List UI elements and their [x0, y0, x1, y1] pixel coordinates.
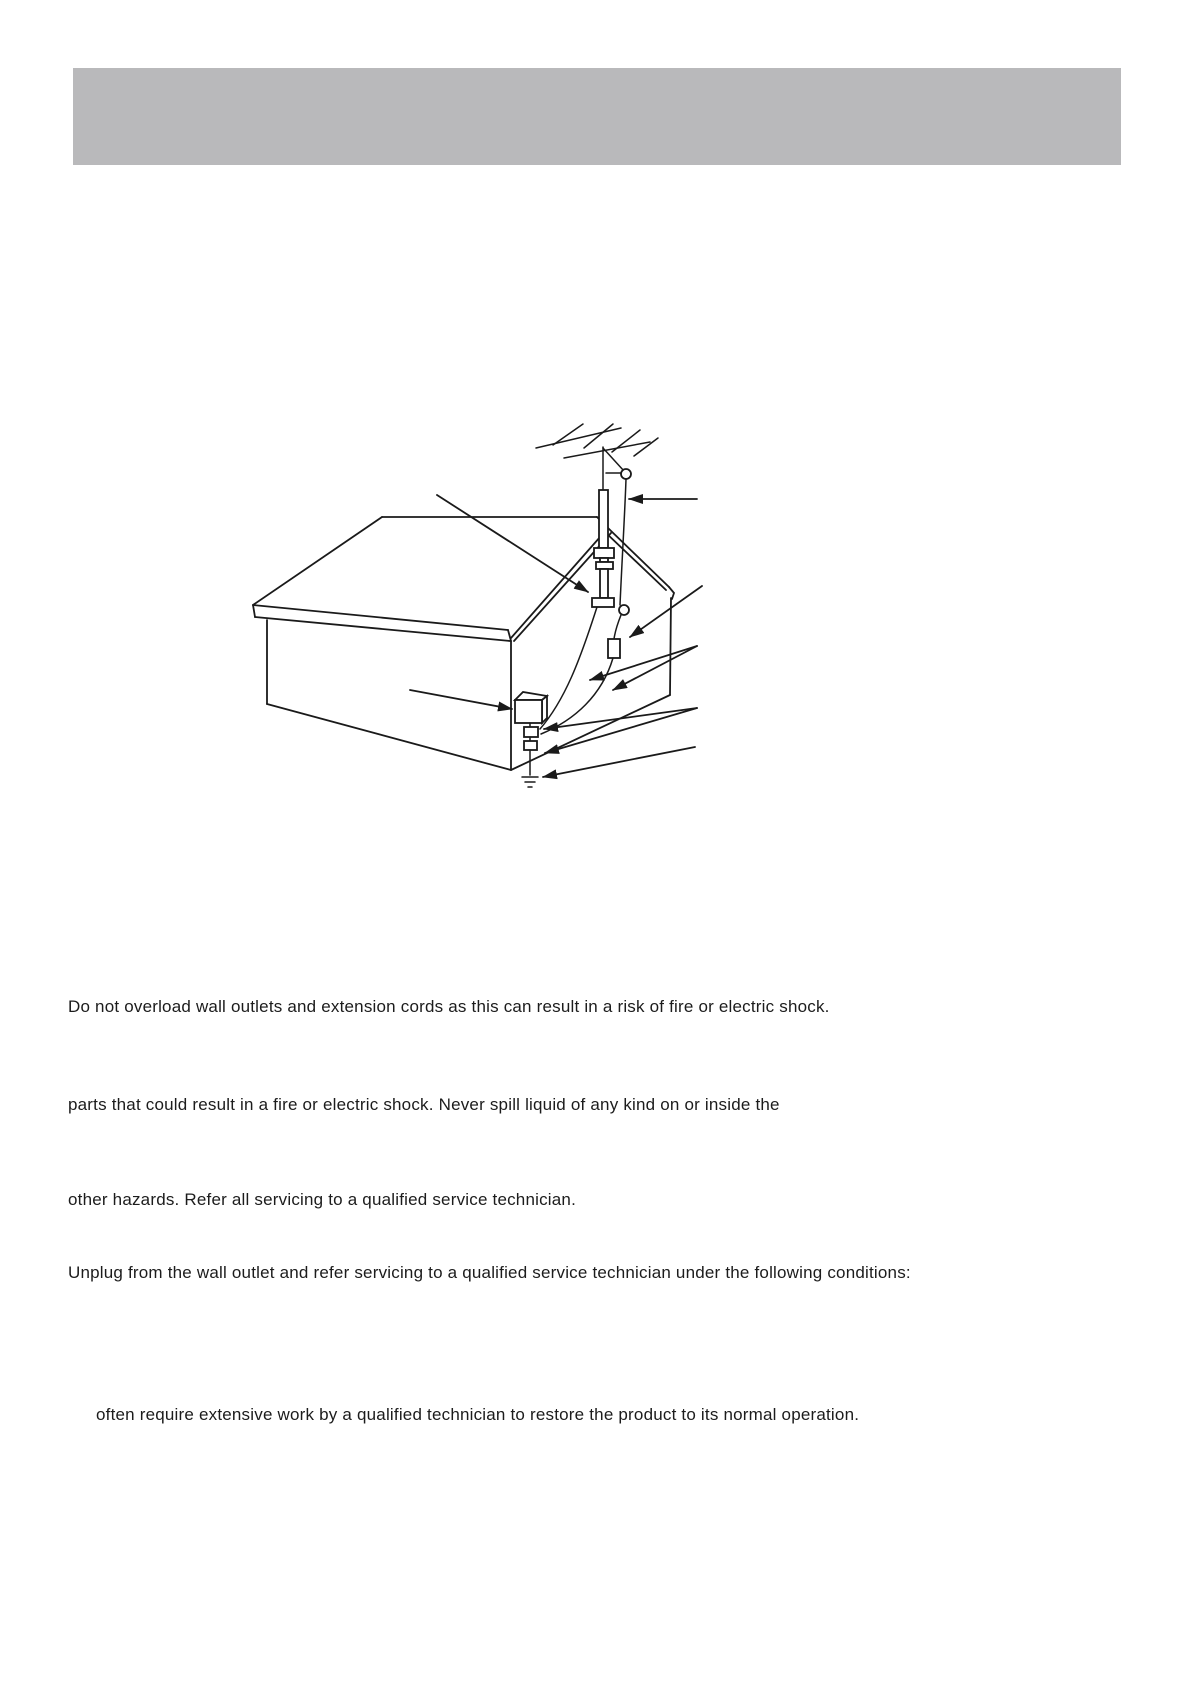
- paragraph-extensive-work: often require extensive work by a qualified technician to restore the product to its normal operation.: [96, 1405, 860, 1424]
- paragraph-overload-warning: Do not overload wall outlets and extension cords as this can result in a risk of fire or electric shock.: [68, 997, 830, 1016]
- header-bar: [73, 68, 1121, 165]
- ground-clamps: [524, 723, 538, 750]
- grounding-conductors: [540, 607, 613, 734]
- paragraph-parts-shock: parts that could result in a fire or electric shock. Never spill liquid of any kind on or inside the: [68, 1095, 780, 1114]
- antenna: [536, 424, 658, 490]
- paragraph-unplug-conditions: Unplug from the wall outlet and refer servicing to a qualified service technician under the following conditions:: [68, 1263, 911, 1282]
- paragraph-other-hazards: other hazards. Refer all servicing to a qualified service technician.: [68, 1190, 576, 1209]
- antenna-mast: [592, 490, 614, 607]
- antenna-grounding-diagram: [230, 398, 710, 800]
- grounding-electrode: [522, 750, 538, 787]
- antenna-discharge-unit: [608, 639, 620, 658]
- electric-service-equipment: [515, 692, 547, 723]
